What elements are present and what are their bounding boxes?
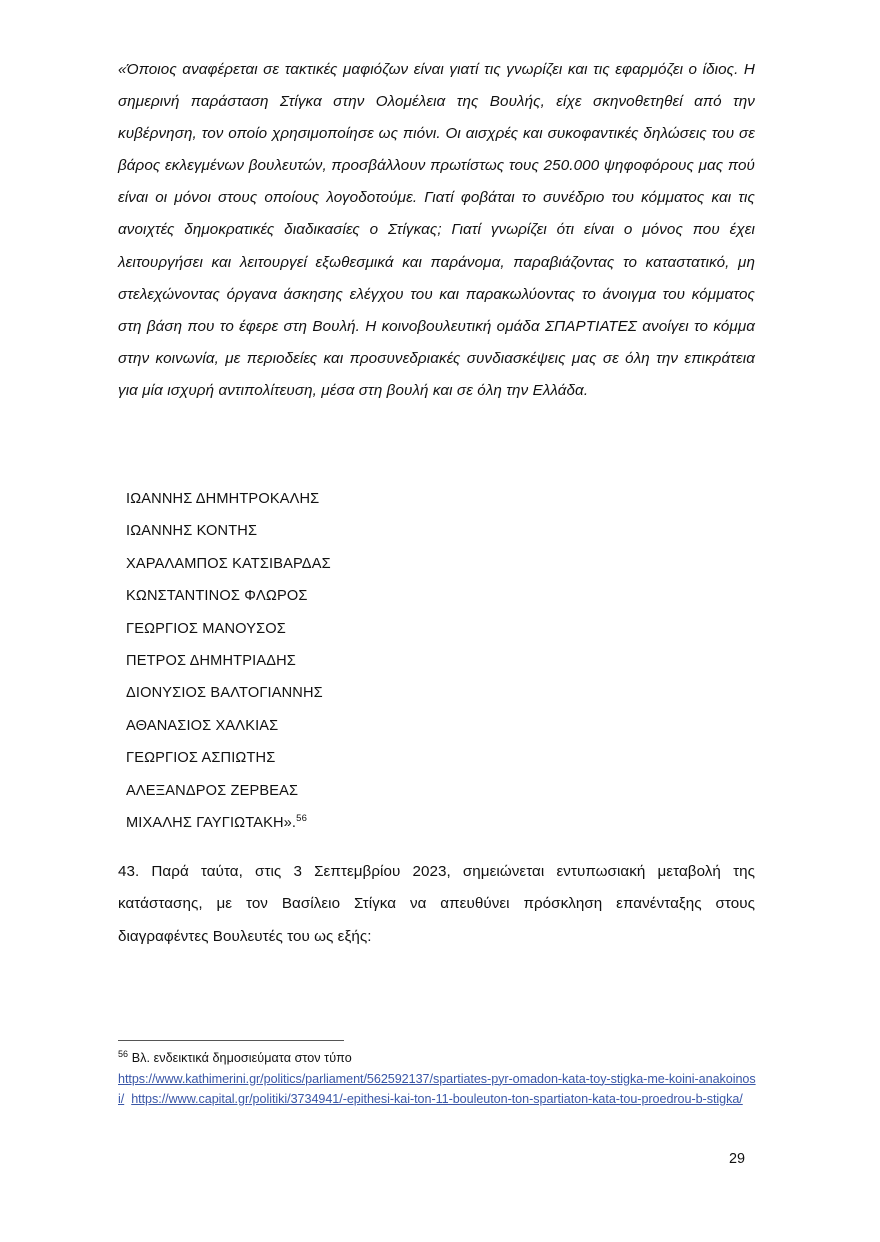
- footnote-marker: 56: [118, 1048, 129, 1059]
- list-item: [126, 483, 626, 515]
- signatory-name: ΑΛΕΞΑΝΔΡΟΣ ΖΕΡΒΕΑΣ: [126, 782, 299, 799]
- list-item: [126, 580, 626, 612]
- footnote-link-kathimerini[interactable]: https://www.kathimerini.gr/politics/parliament/562592137/spartiates-pyr-omadon-kata-toy-stigka-me-koini-anakoinosi/: [118, 1071, 756, 1107]
- paragraph-43-text: 43. Παρά ταύτα, στις 3 Σεπτεμβρίου 2023, σημειώνεται εντυπωσιακή μεταβολή της κατάστασης, με τον Βασίλειο Στίγκα να απευθύνει πρόσκληση επανένταξης στους διαγραφέντες Βουλευτές του ως εξής:: [118, 863, 755, 945]
- list-item: [126, 613, 626, 645]
- signatory-name: ΑΘΑΝΑΣΙΟΣ ΧΑΛΚΙΑΣ: [126, 717, 279, 734]
- paragraph-43-block: [118, 856, 755, 953]
- list-item: [126, 548, 626, 580]
- signatory-name: ΓΕΩΡΓΙΟΣ ΑΣΠΙΩΤΗΣ: [126, 750, 276, 767]
- signatory-name: ΙΩΑΝΝΗΣ ΔΗΜΗΤΡΟΚΑΛΗΣ: [126, 491, 320, 507]
- footnote-link-capital[interactable]: https://www.capital.gr/politiki/3734941/-epithesi-kai-ton-11-bouleuton-ton-spartiaton-kata-tou-proedrou-b-stigka/: [131, 1092, 743, 1107]
- list-item: [126, 775, 626, 807]
- signatory-name: ΙΩΑΝΝΗΣ ΚΟΝΤΗΣ: [126, 523, 258, 540]
- list-item: [126, 807, 626, 839]
- signatory-list: [126, 483, 626, 839]
- signatory-name: ΔΙΟΝΥΣΙΟΣ ΒΑΛΤΟΓΙΑΝΝΗΣ: [126, 685, 323, 702]
- footnote-intro-text: Βλ. ενδεικτικά δημοσιεύματα στον τύπο: [131, 1051, 352, 1065]
- signatory-name: ΚΩΝΣΤΑΝΤΙΝΟΣ ΦΛΩΡΟΣ: [126, 588, 308, 605]
- quoted-statement-block: [118, 54, 755, 407]
- footnote-reference[interactable]: 56: [296, 813, 308, 825]
- quoted-statement-text: «Όποιος αναφέρεται σε τακτικές μαφιόζων είναι γιατί τις γνωρίζει και τις εφαρμόζει ο ίδιος. Η σημερινή παράσταση Στίγκα στην Ολομέλεια της Βουλής, είχε σκηνοθετηθεί από την κυβέρνηση, τον οποίο χρησιμοποίησε ως πιόνι. Οι αισχρές και συκοφαντικές δηλώσεις του σε βάρος εκλεγμένων βουλευτών, προσβάλλουν πρωτίστως τους 250.000 ψηφοφόρους μας πού είναι οι μόνοι στους οποίους λογοδοτούμε. Γιατί φοβάται το συνέδριο του κόμματος και τις ανοιχτές δημοκρατικές διαδικασίες ο Στίγκας; Γιατί γνωρίζει ότι είναι ο μόνος που έχει λειτουργήσει και λειτουργεί εξωθεσμικά και παράνομα, παραβιάζοντας το καταστατικό, μη στελεχώνοντας όργανα άσκησης ελέγχου του και παρακωλύοντας το άνοιγμα του κόμματος στη βάση που το έφερε στη Βουλή. Η κοινοβουλευτική ομάδα ΣΠΑΡΤΙΑΤΕΣ ανοίγει το κόμμα στην κοινωνία, με περιοδείες και προσυνεδριακές συνδιασκέψεις μας σε όλη την επικράτεια για μία ισχυρή αντιπολίτευση, μέσα στη βουλή και σε όλη την Ελλάδα.: [118, 61, 755, 399]
- signatory-name: ΧΑΡΑΛΑΜΠΟΣ ΚΑΤΣΙΒΑΡΔΑΣ: [126, 555, 331, 572]
- list-item: [126, 742, 626, 774]
- signatory-name: ΓΕΩΡΓΙΟΣ ΜΑΝΟΥΣΟΣ: [126, 620, 286, 637]
- footnote-links: [118, 1069, 758, 1110]
- footnote-block: [118, 1048, 758, 1110]
- signatory-name: ΜΙΧΑΛΗΣ ΓΑΥΓΙΩΤΑΚΗ».: [126, 815, 297, 832]
- list-item: [126, 677, 626, 709]
- page-number: 29: [728, 1151, 745, 1167]
- list-item: [126, 515, 626, 547]
- signatory-name: ΠΕΤΡΟΣ ΔΗΜΗΤΡΙΑΔΗΣ: [126, 653, 296, 670]
- footnote-separator: [118, 1040, 344, 1041]
- list-item: [126, 645, 626, 677]
- footnote-intro-line: [118, 1048, 758, 1069]
- list-item: [126, 710, 626, 742]
